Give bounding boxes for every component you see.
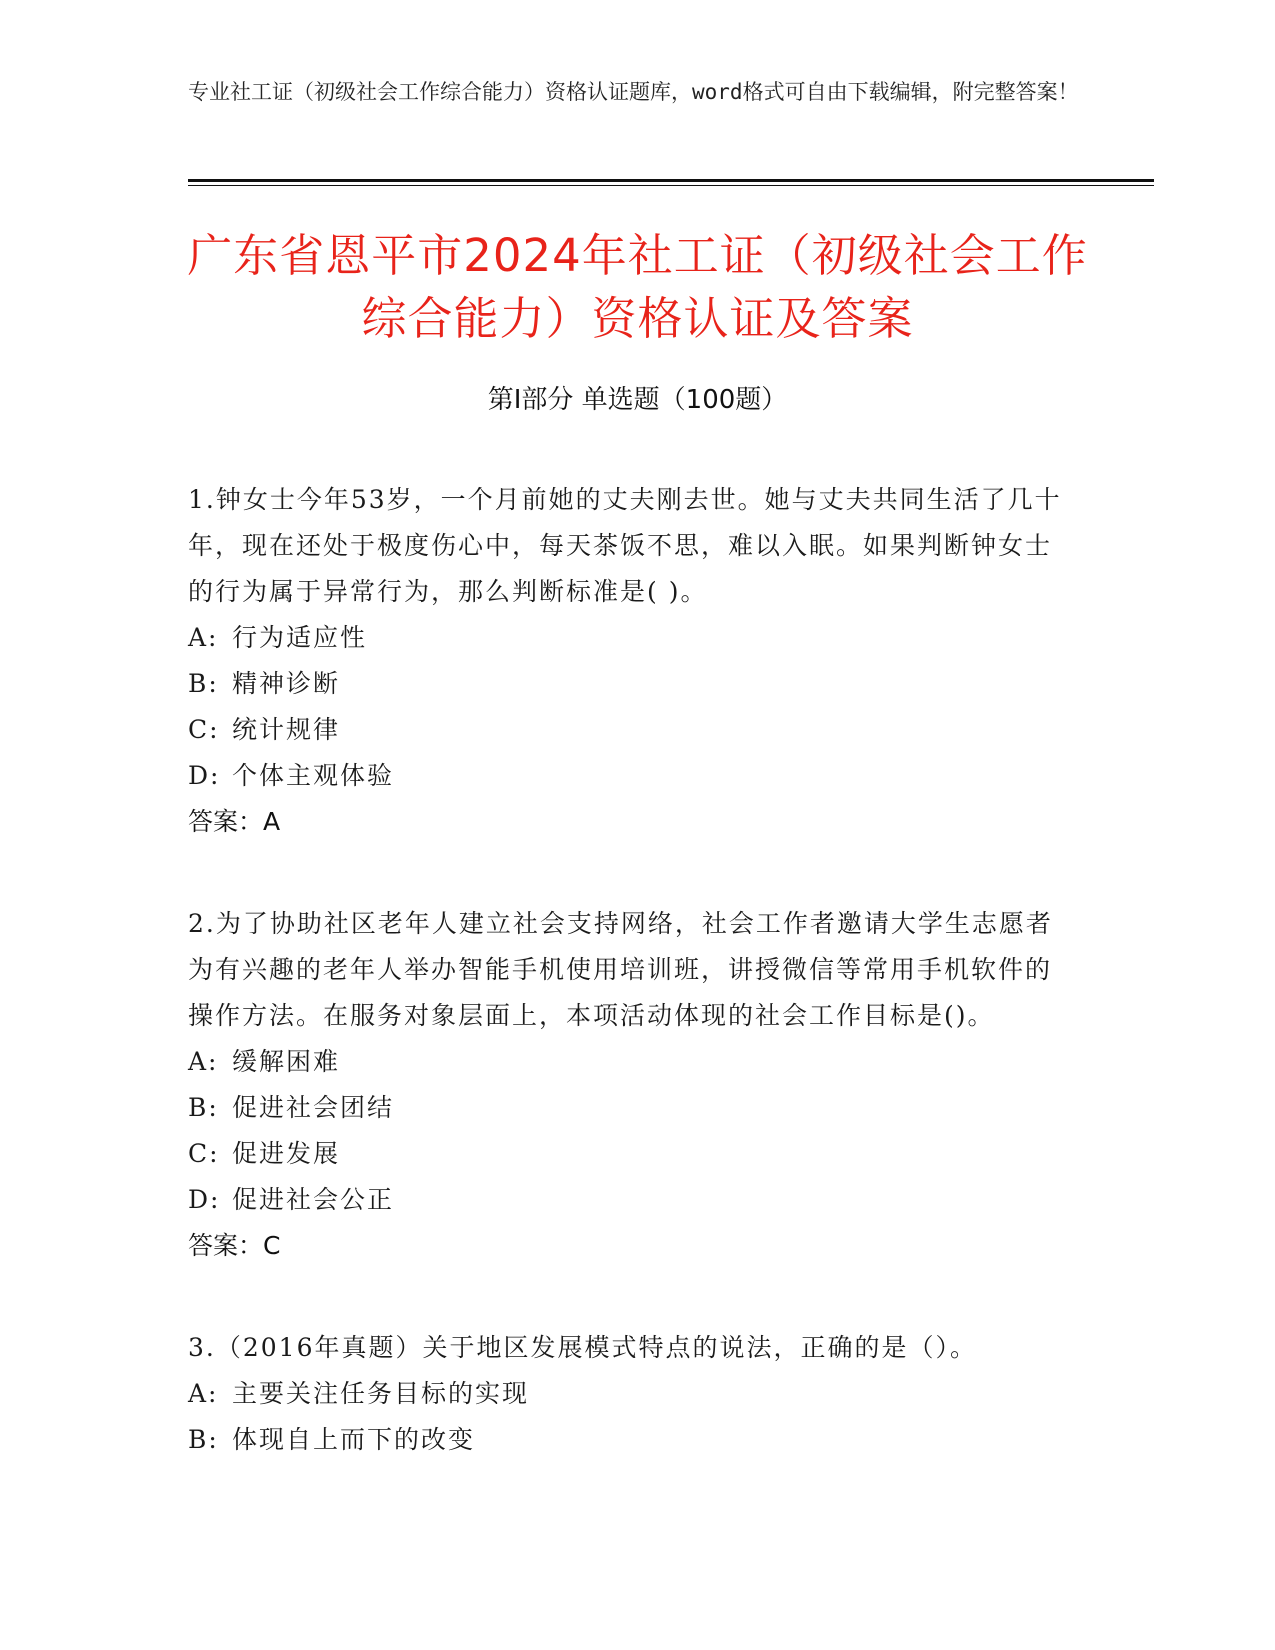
header-divider-thin: [188, 185, 1154, 186]
option-c: [188, 707, 1068, 753]
option-text: 缓解困难: [232, 1047, 341, 1076]
section-title: 第Ⅰ部分 单选题（100题）: [487, 385, 788, 415]
answer-line: 答案：C: [188, 1231, 281, 1260]
option-b: [188, 1417, 1068, 1463]
question-text: 3.（2016年真题）关于地区发展模式特点的说法，正确的是（）。: [188, 1333, 977, 1362]
question-3: [188, 1325, 1068, 1463]
option-text: 促进发展: [232, 1139, 341, 1168]
option-text: 促进社会团结: [232, 1093, 395, 1122]
option-key: B:: [188, 669, 219, 698]
document-title: [150, 224, 1125, 350]
option-key: A:: [188, 1379, 219, 1408]
option-text: 精神诊断: [232, 669, 341, 698]
option-key: A:: [188, 623, 219, 652]
option-a: [188, 615, 1068, 661]
option-text: 体现自上而下的改变: [232, 1425, 476, 1454]
option-key: B:: [188, 1425, 219, 1454]
question-1: [188, 477, 1068, 845]
option-text: 行为适应性: [232, 623, 368, 652]
option-key: D:: [188, 1185, 221, 1214]
option-key: C:: [188, 1139, 220, 1168]
option-a: [188, 1039, 1068, 1085]
option-key: D:: [188, 761, 221, 790]
question-2: [188, 901, 1068, 1269]
option-key: A:: [188, 1047, 219, 1076]
document-title-line-1: 广东省恩平市2024年社工证（初级社会工作: [187, 229, 1088, 282]
header-divider-thick: [188, 179, 1154, 182]
option-d: [188, 1177, 1068, 1223]
option-b: [188, 1085, 1068, 1131]
option-d: [188, 753, 1068, 799]
option-b: [188, 661, 1068, 707]
option-key: C:: [188, 715, 220, 744]
option-key: B:: [188, 1093, 219, 1122]
question-text: 1.钟女士今年53岁，一个月前她的丈夫刚去世。她与丈夫共同生活了几十年，现在还处于极度伤心中，每天茶饭不思，难以入眠。如果判断钟女士的行为属于异常行为，那么判断标准是( )。: [188, 485, 1062, 606]
option-text: 个体主观体验: [232, 761, 395, 790]
answer-line: 答案：A: [188, 807, 281, 836]
option-c: [188, 1131, 1068, 1177]
question-text: 2.为了协助社区老年人建立社会支持网络，社会工作者邀请大学生志愿者为有兴趣的老年人举办智能手机使用培训班，讲授微信等常用手机软件的操作方法。在服务对象层面上，本项活动体现的社会工作目标是()。: [188, 909, 1053, 1030]
header-note: 专业社工证（初级社会工作综合能力）资格认证题库，word格式可自由下载编辑，附完整答案！: [188, 80, 1079, 104]
document-title-line-2: 综合能力）资格认证及答案: [361, 292, 914, 345]
option-text: 促进社会公正: [232, 1185, 395, 1214]
question-list: [188, 477, 1068, 1519]
option-a: [188, 1371, 1068, 1417]
option-text: 统计规律: [232, 715, 341, 744]
option-text: 主要关注任务目标的实现: [232, 1379, 530, 1408]
